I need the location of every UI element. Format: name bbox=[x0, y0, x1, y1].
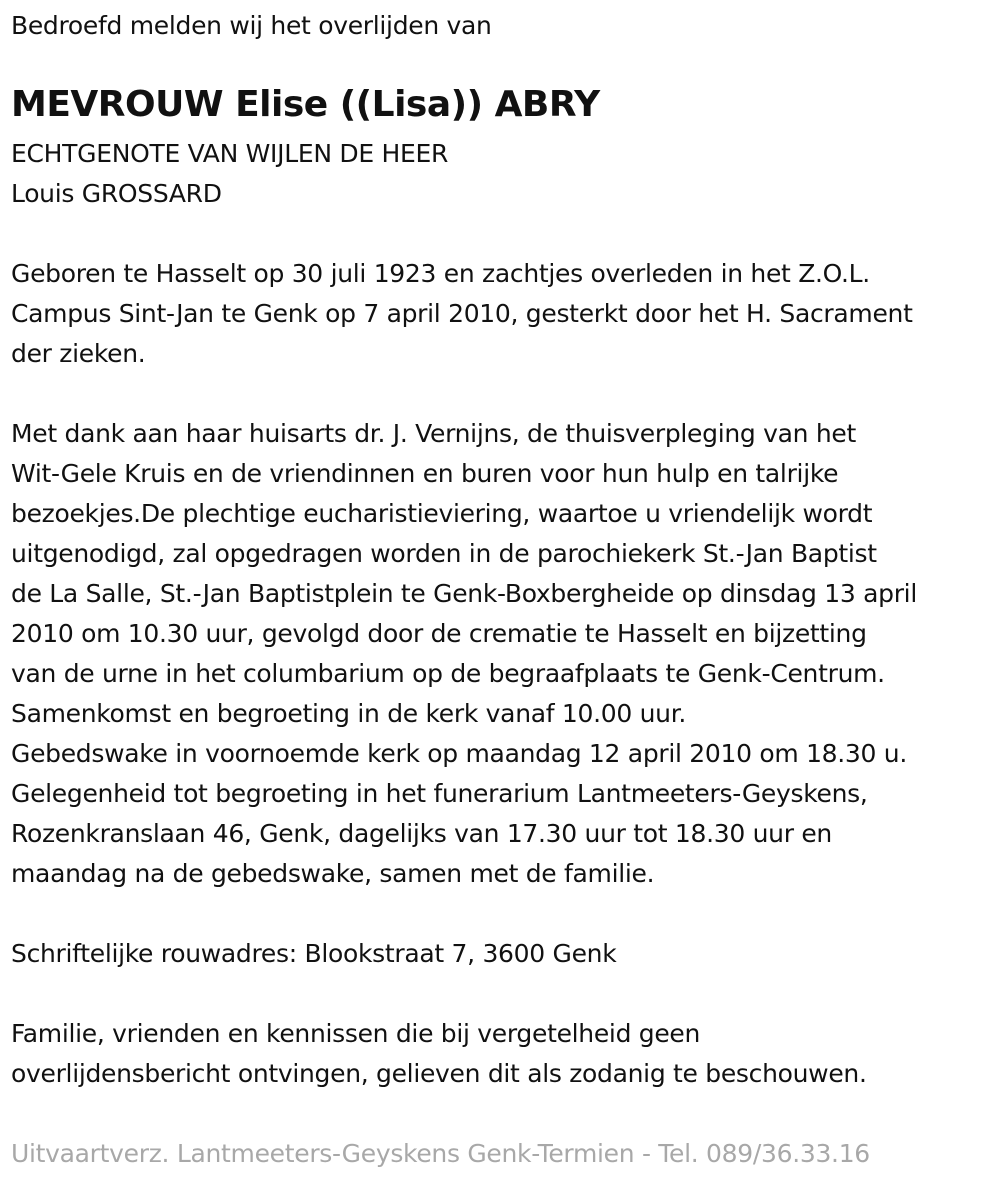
text-line: uitgenodigd, zal opgedragen worden in de parochiekerk St.-Jan Baptist bbox=[11, 539, 877, 568]
text-line: Familie, vrienden en kennissen die bij vergetelheid geen bbox=[11, 1019, 701, 1048]
text-line: Rozenkranslaan 46, Genk, dagelijks van 17.30 uur tot 18.30 uur en bbox=[11, 819, 832, 848]
text-line: Geboren te Hasselt op 30 juli 1923 en zachtjes overleden in het Z.O.L. bbox=[11, 259, 870, 288]
mourning-address: Schriftelijke rouwadres: Blookstraat 7, 3600 Genk bbox=[11, 939, 617, 968]
thanks-paragraph bbox=[11, 414, 917, 894]
text-line: der zieken. bbox=[11, 339, 146, 368]
spouse-line: ECHTGENOTE VAN WIJLEN DE HEER bbox=[11, 139, 449, 168]
text-line: bezoekjes.De plechtige eucharistieviering, waartoe u vriendelijk wordt bbox=[11, 499, 873, 528]
spouse-block bbox=[11, 134, 448, 214]
text-line: overlijdensbericht ontvingen, gelieven dit als zodanig te beschouwen. bbox=[11, 1059, 867, 1088]
birth-paragraph bbox=[11, 254, 913, 374]
funeral-home-footer: Uitvaartverz. Lantmeeters-Geyskens Genk-Termien - Tel. 089/36.33.16 bbox=[11, 1139, 870, 1168]
text-line: de La Salle, St.-Jan Baptistplein te Genk-Boxbergheide op dinsdag 13 april bbox=[11, 579, 917, 608]
text-line: Gebedswake in voornoemde kerk op maandag 12 april 2010 om 18.30 u. bbox=[11, 739, 907, 768]
intro-text: Bedroefd melden wij het overlijden van bbox=[11, 11, 492, 40]
text-line: Samenkomst en begroeting in de kerk vanaf 10.00 uur. bbox=[11, 699, 687, 728]
deceased-name: MEVROUW Elise ((Lisa)) ABRY bbox=[11, 84, 600, 125]
text-line: maandag na de gebedswake, samen met de familie. bbox=[11, 859, 655, 888]
text-line: Gelegenheid tot begroeting in het funerarium Lantmeeters-Geyskens, bbox=[11, 779, 868, 808]
text-line: Met dank aan haar huisarts dr. J. Vernijns, de thuisverpleging van het bbox=[11, 419, 856, 448]
text-line: Campus Sint-Jan te Genk op 7 april 2010, gesterkt door het H. Sacrament bbox=[11, 299, 913, 328]
notice-paragraph bbox=[11, 1014, 867, 1094]
text-line: van de urne in het columbarium op de begraafplaats te Genk-Centrum. bbox=[11, 659, 885, 688]
text-line: 2010 om 10.30 uur, gevolgd door de crematie te Hasselt en bijzetting bbox=[11, 619, 867, 648]
text-line: Wit-Gele Kruis en de vriendinnen en buren voor hun hulp en talrijke bbox=[11, 459, 839, 488]
spouse-line: Louis GROSSARD bbox=[11, 179, 222, 208]
